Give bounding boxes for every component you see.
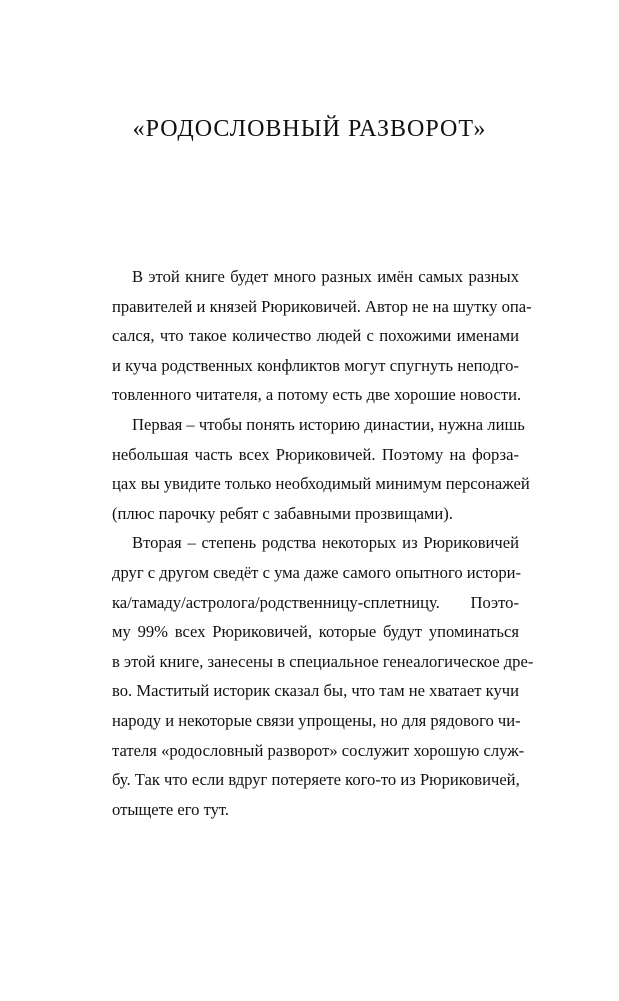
text-line: небольшая часть всех Рюриковичей. Поэтому на форза-: [112, 444, 519, 464]
text-line: сался, что такое количество людей с похожими именами: [112, 326, 519, 346]
text-line: (плюс парочку ребят с забавными прозвищами).: [112, 503, 453, 523]
text-line: в этой книге, занесены в специальное генеалогическое дре-: [112, 651, 534, 671]
text-line: Первая – чтобы понять историю династии, нужна лишь: [132, 414, 525, 434]
text-line: и куча родственных конфликтов могут спугнуть неподго-: [112, 355, 519, 375]
page-title: «РОДОСЛОВНЫЙ РАЗВОРОТ»: [132, 116, 487, 142]
text-line: во. Маститый историк сказал бы, что там не хватает кучи: [112, 681, 519, 701]
text-line: правителей и князей Рюриковичей. Автор не на шутку опа-: [112, 296, 532, 316]
text-line: Вторая – степень родства некоторых из Рюриковичей: [132, 533, 519, 553]
text-line: му 99% всех Рюриковичей, которые будут упоминаться: [112, 622, 519, 642]
text-line: тателя «родословный разворот» сослужит хорошую служ-: [112, 740, 525, 760]
text-line: товленного читателя, а потому есть две хорошие новости.: [112, 385, 522, 405]
text-line: ка/тамаду/астролога/родственницу-сплетницу. Поэто-: [112, 592, 519, 612]
text-line: В этой книге будет много разных имён самых разных: [132, 267, 519, 286]
text-line: народу и некоторые связи упрощены, но для рядового чи-: [112, 710, 521, 730]
text-line: бу. Так что если вдруг потеряете кого-то из Рюриковичей,: [112, 770, 520, 790]
text-line: друг с другом сведёт с ума даже самого опытного истори-: [112, 562, 522, 582]
text-line: цах вы увидите только необходимый минимум персонажей: [112, 474, 530, 494]
text-line: отыщете его тут.: [112, 799, 230, 819]
body-text: [112, 262, 534, 824]
